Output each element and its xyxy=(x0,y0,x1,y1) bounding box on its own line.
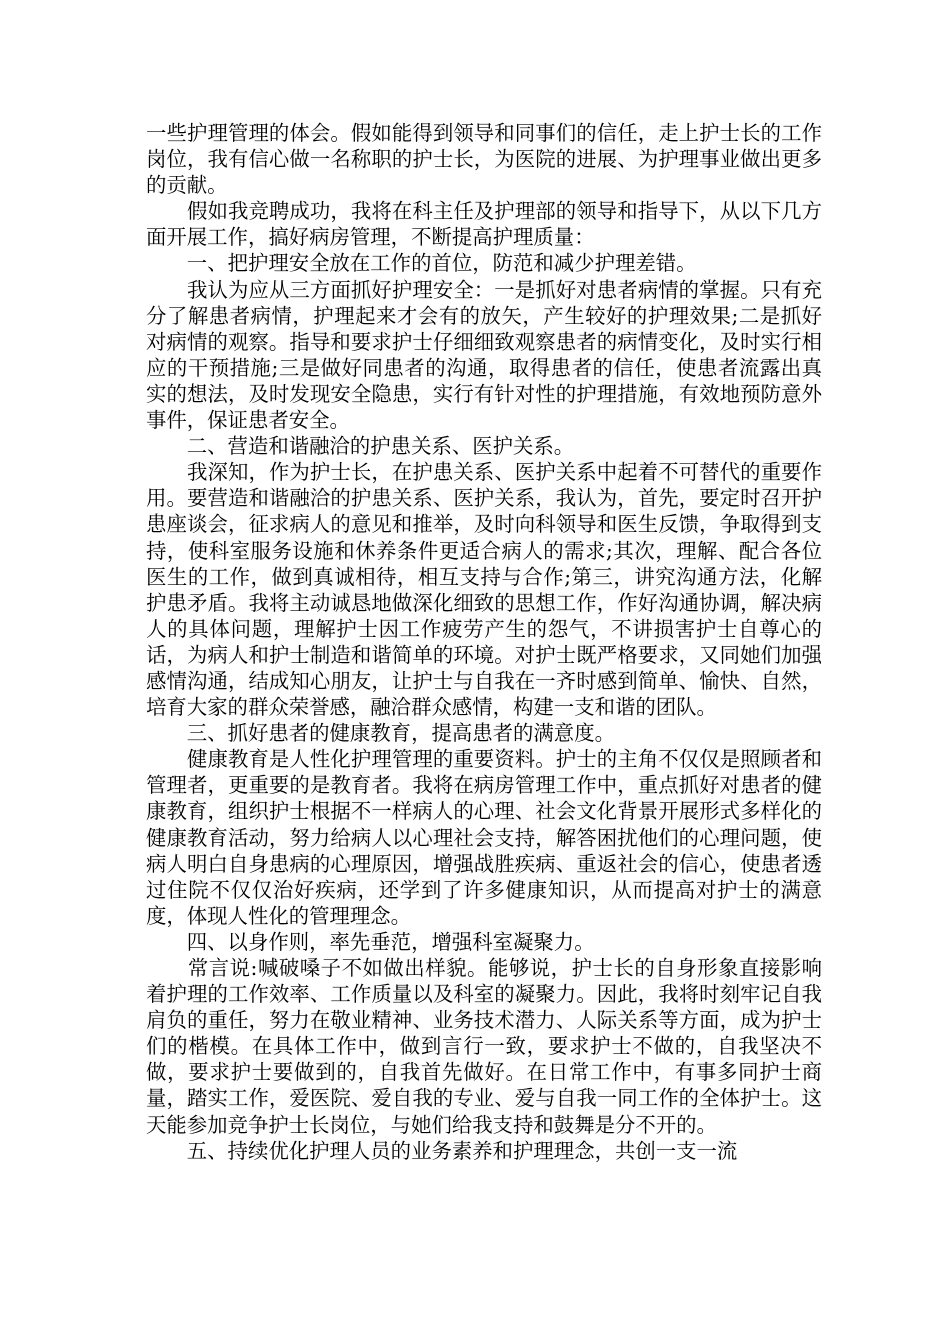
heading-section-4: 四、以身作则，率先垂范，增强科室凝聚力。 xyxy=(146,929,595,954)
heading-section-2: 二、营造和谐融洽的护患关系、医护关系。 xyxy=(146,434,575,459)
heading-section-5: 五、持续优化护理人员的业务素养和护理理念，共创一支一流 xyxy=(146,1138,738,1163)
paragraph-section-3: 健康教育是人性化护理管理的重要资料。护士的主角不仅仅是照顾者和管理者，更重要的是教育者。我将在病房管理工作中，重点抓好对患者的健康教育，组织护士根据不一样病人的心理、社会文化背景开展形式多样化的健康教育活动，努力给病人以心理社会支持，解答困扰他们的心理问题，使病人明白自身患病的心理原因，增强战胜疾病、重返社会的信心，使患者透过住院不仅仅治好疾病，还学到了许多健康知识，从而提高对护士的满意度，体现人性化的管理理念。 xyxy=(146,747,822,928)
paragraph-plan-intro: 假如我竞聘成功，我将在科主任及护理部的领导和指导下，从以下几方面开展工作，搞好病房管理，不断提高护理质量： xyxy=(146,199,822,250)
paragraph-section-2: 我深知，作为护士长，在护患关系、医护关系中起着不可替代的重要作用。要营造和谐融洽的护患关系、医护关系，我认为，首先，要定时召开护患座谈会，征求病人的意见和推举，及时向科领导和医生反馈，争取得到支持，使科室服务设施和休养条件更适合病人的需求;其次，理解、配合各位医生的工作，做到真诚相待，相互支持与合作;第三，讲究沟通方法，化解护患矛盾。我将主动诚恳地做深化细致的思想工作，作好沟通协调，解决病人的具体问题，理解护士因工作疲劳产生的怨气，不讲损害护士自尊心的话，为病人和护士制造和谐简单的环境。对护士既严格要求，又同她们加强感情沟通，结成知心朋友，让护士与自我在一齐时感到简单、愉快、自然，培育大家的群众荣誉感，融洽群众感情，构建一支和谐的团队。 xyxy=(146,460,822,720)
document-body xyxy=(146,120,822,1164)
heading-section-3: 三、抓好患者的健康教育，提高患者的满意度。 xyxy=(146,721,615,746)
paragraph-section-4: 常言说:喊破嗓子不如做出样貌。能够说，护士长的自身形象直接影响着护理的工作效率、工作质量以及科室的凝聚力。因此，我将时刻牢记自我肩负的重任，努力在敬业精神、业务技术潜力、人际关系等方面，成为护士们的楷模。在具体工作中，做到言行一致，要求护士不做的，自我坚决不做，要求护士要做到的，自我首先做好。在日常工作中，有事多同护士商量，踏实工作，爱医院、爱自我的专业、爱与自我一同工作的全体护士。这天能参加竞争护士长岗位，与她们给我支持和鼓舞是分不开的。 xyxy=(146,956,822,1137)
paragraph-intro-continuation: 一些护理管理的体会。假如能得到领导和同事们的信任，走上护士长的工作岗位，我有信心做一名称职的护士长，为医院的进展、为护理事业做出更多的贡献。 xyxy=(146,121,822,198)
paragraph-section-1: 我认为应从三方面抓好护理安全：一是抓好对患者病情的掌握。只有充分了解患者病情，护理起来才会有的放矢，产生较好的护理效果;二是抓好对病情的观察。指导和要求护士仔细细致观察患者的病情变化，及时实行相应的干预措施;三是做好同患者的沟通，取得患者的信任，使患者流露出真实的想法，及时发现安全隐患，实行有针对性的护理措施，有效地预防意外事件，保证患者安全。 xyxy=(146,277,822,433)
heading-section-1: 一、把护理安全放在工作的首位，防范和减少护理差错。 xyxy=(146,251,697,276)
